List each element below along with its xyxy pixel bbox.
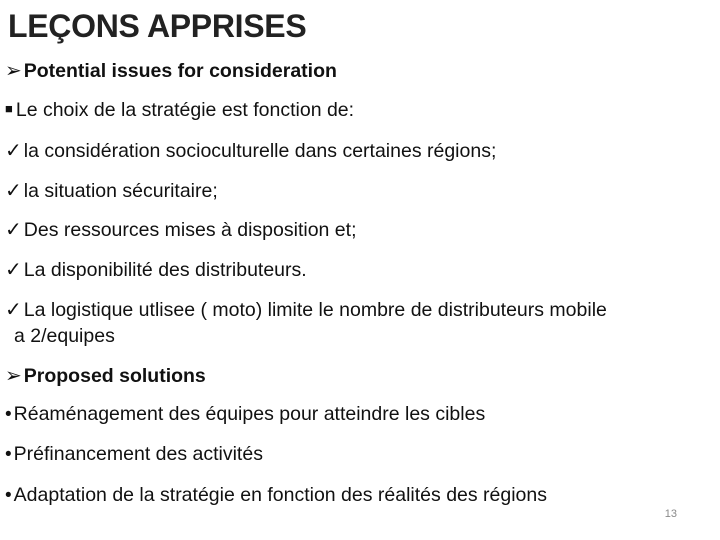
strategy-intro: Le choix de la stratégie est fonction de: (15, 99, 355, 121)
consideration-item (5, 179, 218, 203)
round-bullet-icon: • (5, 444, 12, 465)
solution-text: Adaptation de la stratégie en fonction des réalités des régions (13, 484, 548, 506)
solution-item (5, 442, 263, 467)
check-bullet-icon: ✓ (5, 180, 22, 202)
solutions-heading: Proposed solutions (23, 365, 206, 387)
issues-heading: Potential issues for consideration (23, 60, 337, 82)
solution-item (5, 402, 485, 427)
square-bullet-icon: ■ (5, 101, 13, 116)
check-bullet-icon: ✓ (5, 259, 22, 281)
consideration-item (5, 298, 607, 322)
consideration-item (5, 139, 496, 163)
check-bullet-icon: ✓ (5, 299, 22, 321)
check-bullet-icon: ✓ (5, 140, 22, 162)
round-bullet-icon: • (5, 485, 12, 506)
solutions-heading-line (5, 364, 206, 388)
page-number: 13 (664, 508, 677, 520)
solution-text: Réaménagement des équipes pour atteindre les cibles (13, 403, 486, 425)
strategy-intro-line (5, 98, 354, 124)
round-bullet-icon: • (5, 404, 12, 425)
arrow-bullet-icon: ➢ (5, 365, 22, 387)
issues-heading-line (5, 59, 337, 83)
consideration-item (5, 218, 356, 242)
consideration-text: La logistique utlisee ( moto) limite le nombre de distributeurs mobile (23, 299, 607, 321)
consideration-text: Des ressources mises à disposition et; (23, 219, 357, 241)
consideration-text: La disponibilité des distributeurs. (23, 259, 307, 281)
arrow-bullet-icon: ➢ (5, 60, 22, 82)
check-bullet-icon: ✓ (5, 219, 22, 241)
slide-title: LEÇONS APPRISES (8, 8, 307, 44)
solution-item (5, 483, 547, 508)
consideration-text: la situation sécuritaire; (23, 180, 218, 202)
consideration-continuation: a 2/equipes (14, 325, 115, 347)
consideration-text: la considération socioculturelle dans certaines régions; (23, 140, 497, 162)
solution-text: Préfinancement des activités (13, 443, 263, 465)
consideration-item (5, 258, 307, 282)
